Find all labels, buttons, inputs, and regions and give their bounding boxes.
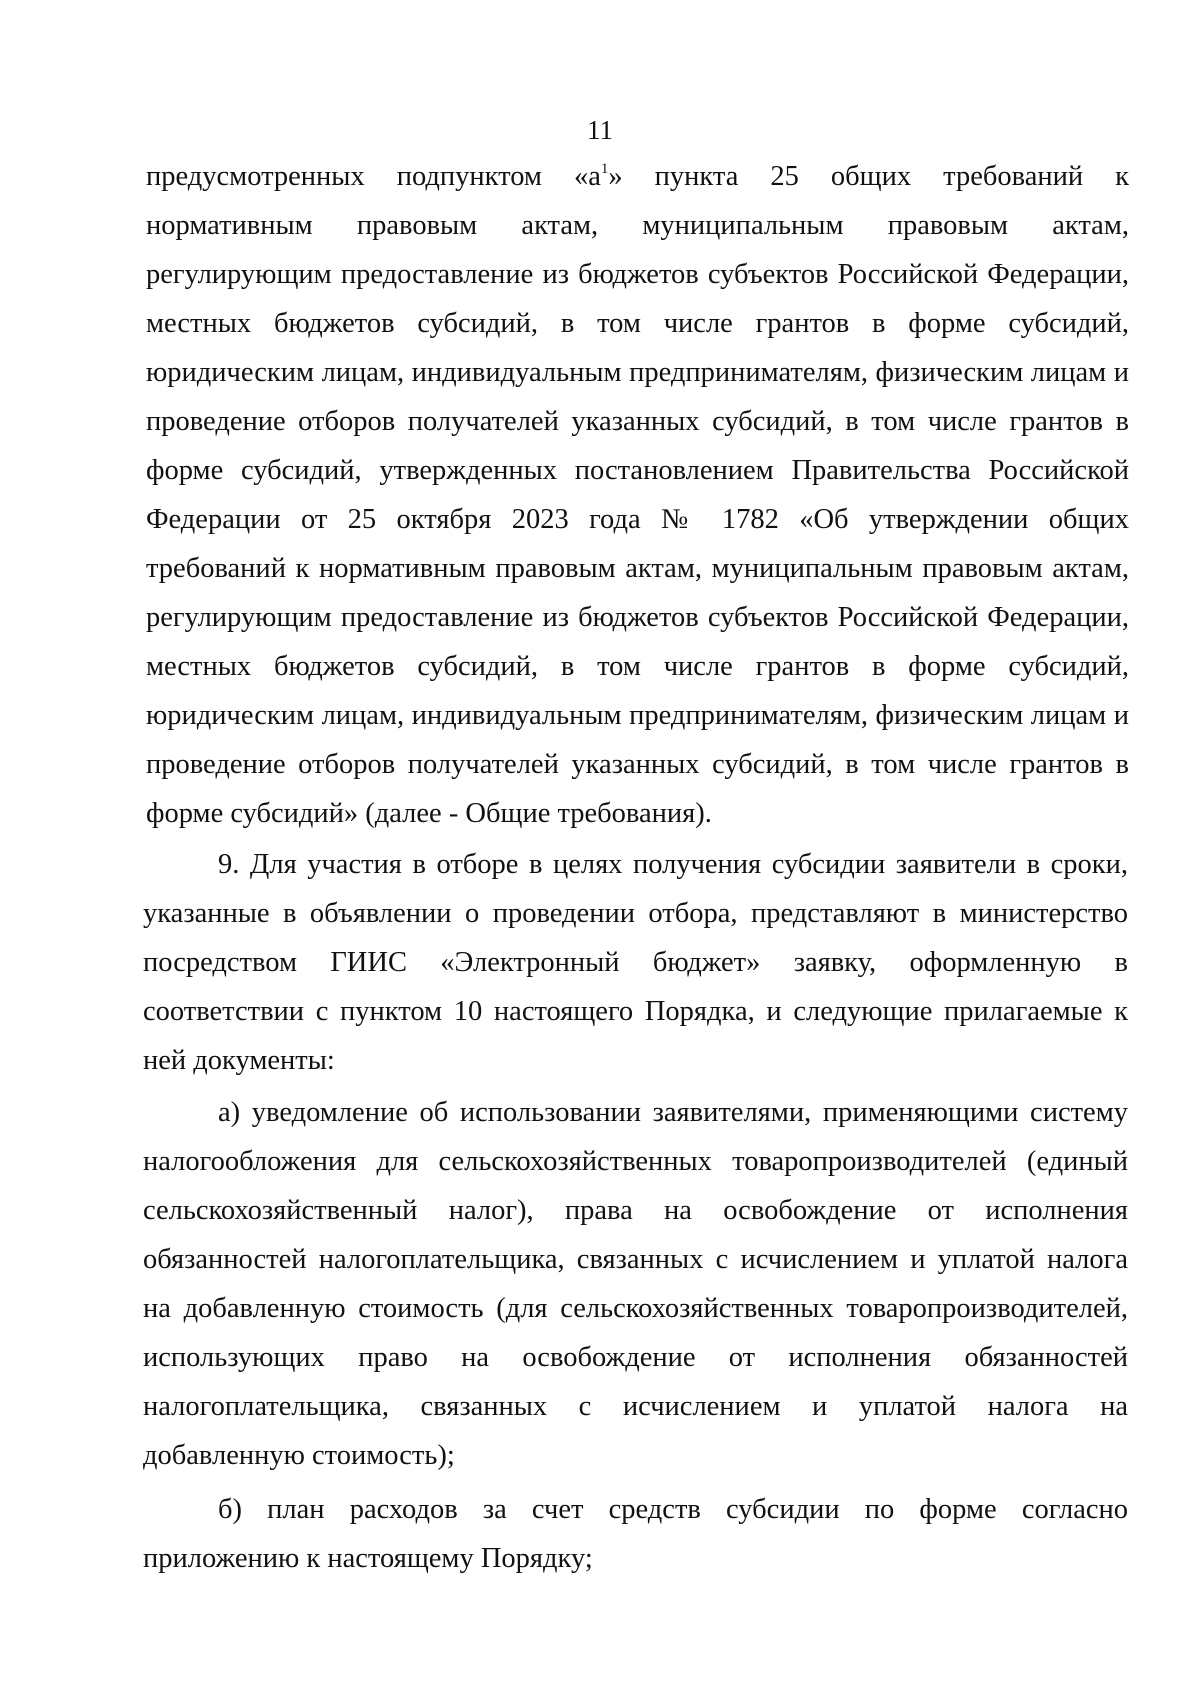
text-line: соответствии с пунктом 10 настоящего Порядка, и следующие прилагаемые к (143, 996, 1128, 1027)
text-line: налогоплательщика, связанных с исчислением и уплатой налога на (143, 1391, 1128, 1422)
text-line: требований к нормативным правовым актам, муниципальным правовым актам, (146, 553, 1129, 584)
text-line: использующих право на освобождение от исполнения обязанностей (143, 1342, 1128, 1373)
text-line: добавленную стоимость); (143, 1440, 455, 1471)
text-line: предусмотренных подпунктом «$а^1$» пункта 25 общих требований к (146, 161, 1129, 192)
text-line: посредством ГИИС «Электронный бюджет» заявку, оформленную в (143, 947, 1128, 978)
text-line: Федерации от 25 октября 2023 года № 1782 «Об утверждении общих (146, 504, 1129, 535)
text-line: указанные в объявлении о проведении отбора, представляют в министерство (143, 898, 1128, 929)
text-line: нормативным правовым актам, муниципальным правовым актам, (146, 210, 1129, 241)
text-line: местных бюджетов субсидий, в том числе грантов в форме субсидий, (146, 308, 1129, 339)
text-line: форме субсидий, утвержденных постановлением Правительства Российской (146, 455, 1129, 486)
text-line: сельскохозяйственный налог), права на освобождение от исполнения (143, 1195, 1128, 1226)
text-line: налогообложения для сельскохозяйственных товаропроизводителей (единый (143, 1146, 1128, 1177)
text-line: юридическим лицам, индивидуальным предпринимателям, физическим лицам и (146, 357, 1129, 388)
text-line: юридическим лицам, индивидуальным предпринимателям, физическим лицам и (146, 700, 1129, 731)
text-line: проведение отборов получателей указанных субсидий, в том числе грантов в (146, 406, 1129, 437)
superscript: 1 (600, 161, 609, 177)
text-line: проведение отборов получателей указанных субсидий, в том числе грантов в (146, 749, 1129, 780)
text-line: обязанностей налогоплательщика, связанных с исчислением и уплатой налога (143, 1244, 1128, 1275)
text-line: регулирующим предоставление из бюджетов субъектов Российской Федерации, (146, 602, 1129, 633)
text-line: приложению к настоящему Порядку; (143, 1543, 593, 1574)
text-line: форме субсидий» (далее - Общие требования). (146, 798, 712, 829)
page-number: 11 (587, 115, 613, 145)
text-line: ней документы: (143, 1045, 335, 1076)
text-line: регулирующим предоставление из бюджетов субъектов Российской Федерации, (146, 259, 1129, 290)
subitem-b-line: б) план расходов за счет средств субсидии по форме согласно (218, 1494, 1128, 1525)
text-line: на добавленную стоимость (для сельскохозяйственных товаропроизводителей, (143, 1293, 1128, 1324)
text-line: местных бюджетов субсидий, в том числе грантов в форме субсидий, (146, 651, 1129, 682)
subitem-a-line: а) уведомление об использовании заявителями, применяющими систему (218, 1097, 1128, 1128)
paragraph-9-line: 9. Для участия в отборе в целях получения субсидии заявители в сроки, (218, 849, 1128, 880)
